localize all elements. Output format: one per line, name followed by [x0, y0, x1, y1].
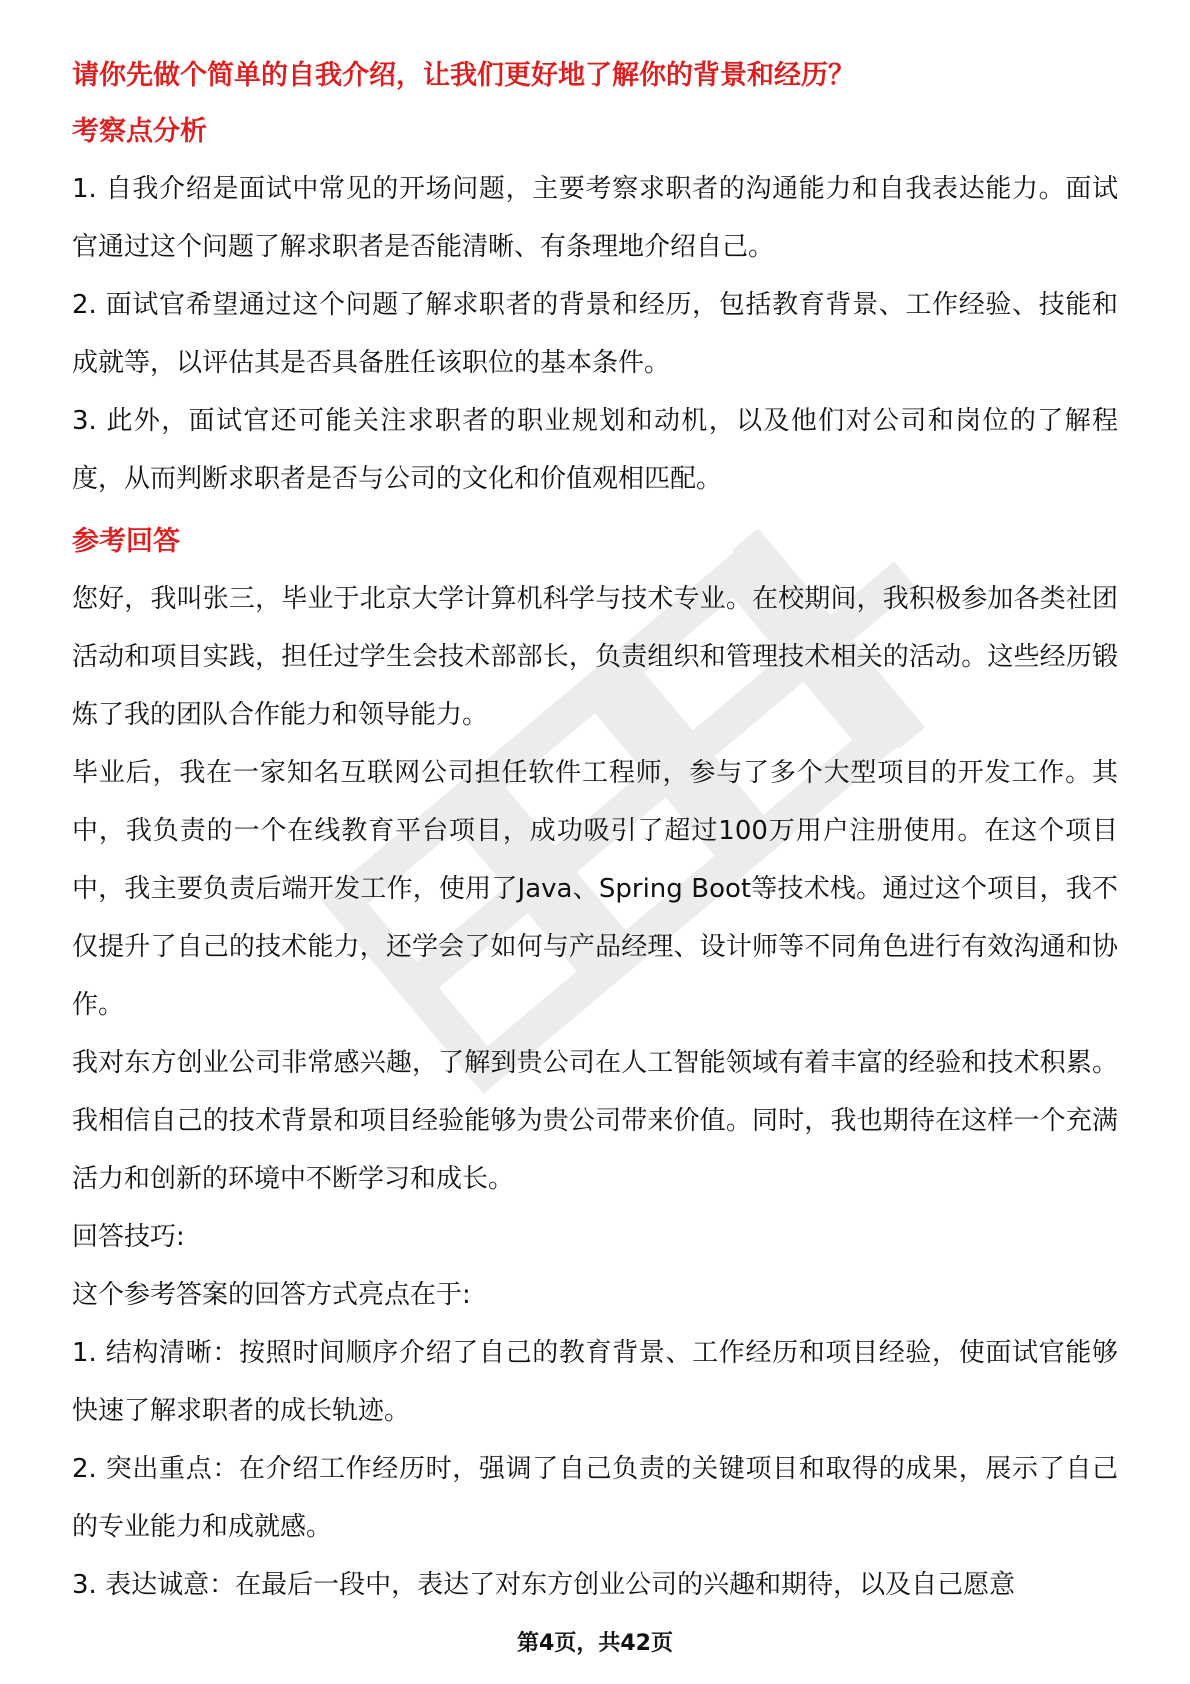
analysis-point: 3. 此外，面试官还可能关注求职者的职业规划和动机，以及他们对公司和岗位的了解程度，从而判断求职者是否与公司的文化和价值观相匹配。	[72, 406, 1118, 494]
reference-paragraph: 您好，我叫张三，毕业于北京大学计算机科学与技术专业。在校期间，我积极参加各类社团活动和项目实践，担任过学生会技术部部长，负责组织和管理技术相关的活动。这些经历锻炼了我的团队合作能力和领导能力。	[72, 584, 1118, 730]
tip-item: 3. 表达诚意：在最后一段中，表达了对东方创业公司的兴趣和期待，以及自己愿意	[72, 1570, 1016, 1600]
analysis-point: 2. 面试官希望通过这个问题了解求职者的背景和经历，包括教育背景、工作经验、技能和成就等，以评估其是否具备胜任该职位的基本条件。	[72, 290, 1118, 378]
tips-label: 回答技巧:	[72, 1222, 185, 1252]
tips-intro: 这个参考答案的回答方式亮点在于:	[72, 1280, 471, 1310]
document-content	[72, 48, 1118, 1614]
reference-paragraph: 我对东方创业公司非常感兴趣，了解到贵公司在人工智能领域有着丰富的经验和技术积累。我相信自己的技术背景和项目经验能够为贵公司带来价值。同时，我也期待在这样一个充满活力和创新的环境中不断学习和成长。	[72, 1048, 1118, 1194]
analysis-heading: 考察点分析	[72, 116, 207, 147]
tip-item: 2. 突出重点：在介绍工作经历时，强调了自己负责的关键项目和取得的成果，展示了自己的专业能力和成就感。	[72, 1454, 1118, 1542]
tip-item: 1. 结构清晰：按照时间顺序介绍了自己的教育背景、工作经历和项目经验，使面试官能够快速了解求职者的成长轨迹。	[72, 1338, 1118, 1426]
analysis-point: 1. 自我介绍是面试中常见的开场问题，主要考察求职者的沟通能力和自我表达能力。面试官通过这个问题了解求职者是否能清晰、有条理地介绍自己。	[72, 174, 1118, 262]
reference-paragraph: 毕业后，我在一家知名互联网公司担任软件工程师，参与了多个大型项目的开发工作。其中，我负责的一个在线教育平台项目，成功吸引了超过100万用户注册使用。在这个项目中，我主要负责后端开发工作，使用了Java、Spring Boot等技术栈。通过这个项目，我不仅提升了自己的技术能力，还学会了如何与产品经理、设计师等不同角色进行有效沟通和协作。	[72, 758, 1118, 1020]
page-number-footer: 第4页，共42页	[517, 1631, 673, 1656]
interview-question: 请你先做个简单的自我介绍，让我们更好地了解你的背景和经历？	[72, 60, 855, 91]
reference-heading: 参考回答	[72, 526, 180, 557]
